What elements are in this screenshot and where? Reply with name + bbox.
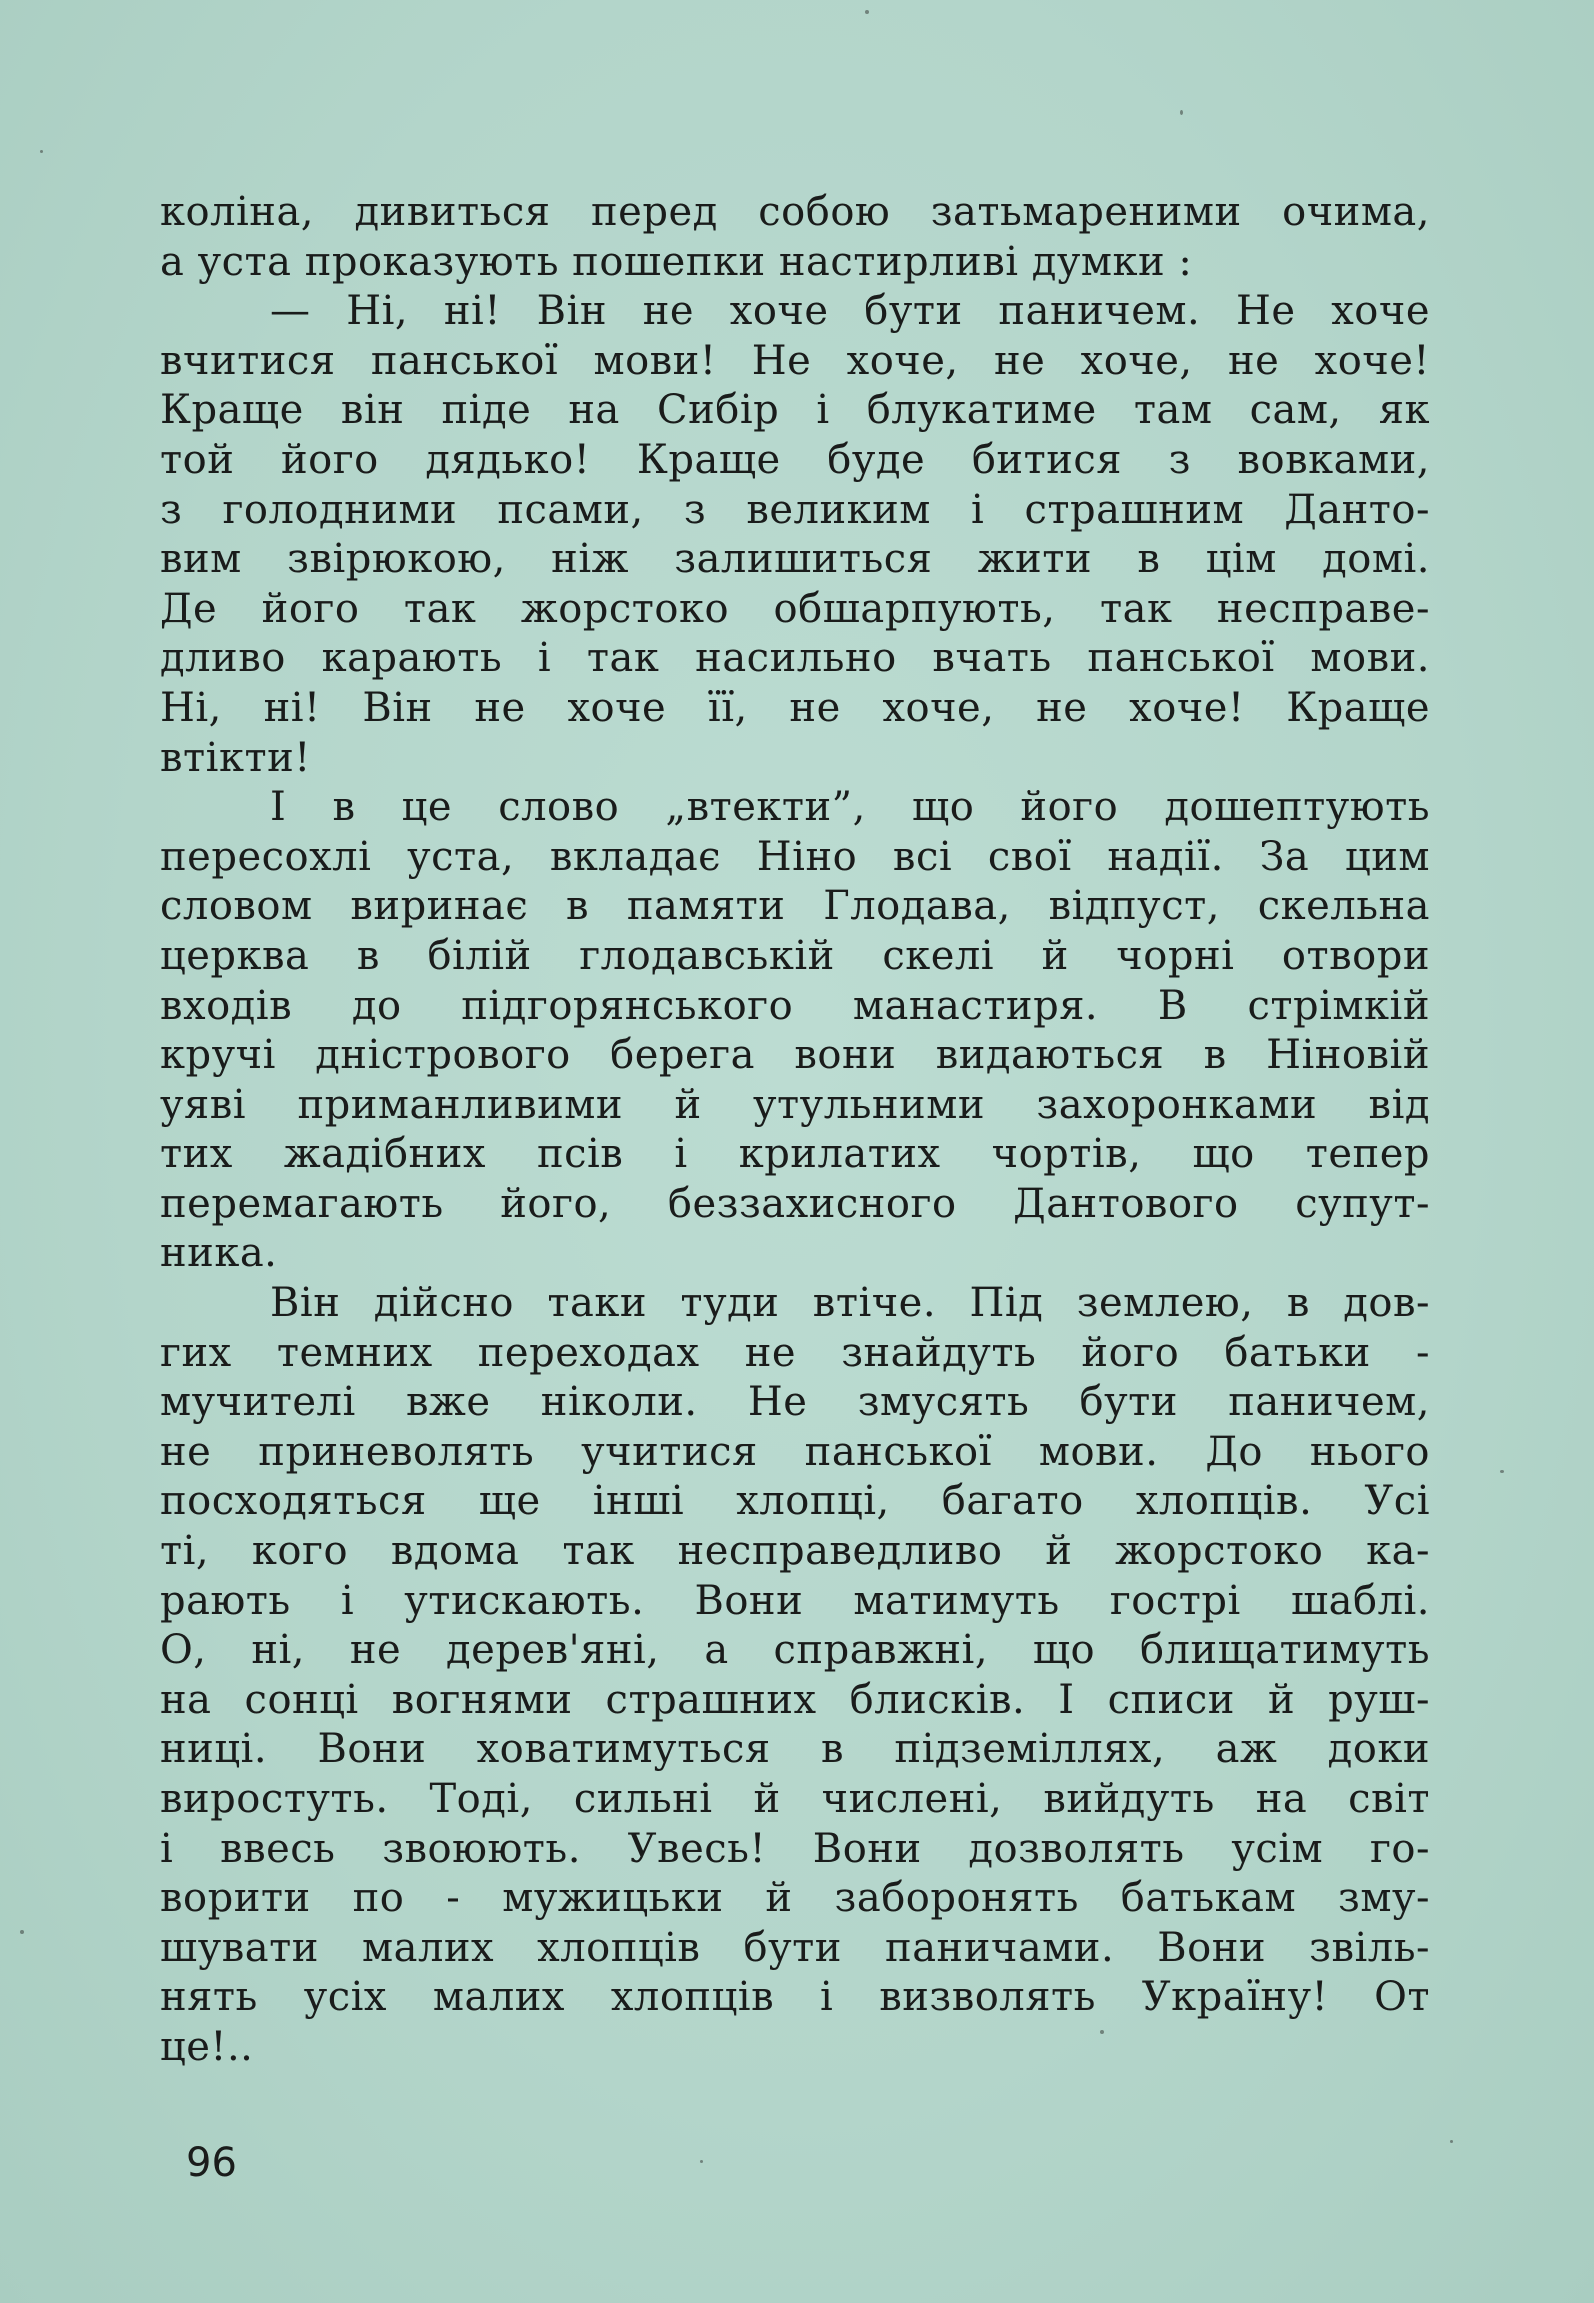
text-line: пересохлі уста, вкладає Ніно всі свої надії. За цим (160, 833, 1430, 880)
text-line: ниці. Вони ховатимуться в підземіллях, аж доки (160, 1726, 1430, 1773)
text-line: перемагають його, беззахисного Дантового супут- (160, 1180, 1430, 1227)
text-line: рають і утискають. Вони матимуть гострі шаблі. (160, 1577, 1430, 1624)
text-line: ворити по - мужицьки й заборонять батькам зму- (160, 1875, 1430, 1922)
text-line: входів до підгорянського манастиря. В стрімкій (160, 982, 1430, 1029)
text-line: той його дядько! Краще буде битися з вовками, (160, 436, 1430, 483)
text-line: О, ні, не дерев'яні, а справжні, що блищатимуть (160, 1627, 1430, 1674)
text-line: виростуть. Тоді, сильні й числені, вийдуть на світ (160, 1776, 1430, 1822)
text-line: кручі дністрового берега вони видаються в Ніновій (160, 1032, 1430, 1079)
text-line: — Ні, ні! Він не хоче бути паничем. Не хоче (270, 288, 1430, 335)
text-line: не приневолять учитися панської мови. До нього (160, 1428, 1430, 1475)
text-line: ника. (160, 1230, 278, 1277)
scan-speck (1500, 1470, 1504, 1473)
text-line: на сонці вогнями страшних блисків. І списи й руш- (160, 1676, 1430, 1723)
text-line: шувати малих хлопців бути паничами. Вони звіль- (160, 1924, 1430, 1971)
text-line: нять усіх малих хлопців і визволять Україну! От (160, 1974, 1430, 2021)
text-line: гих темних переходах не знайдуть його батьки - (160, 1329, 1430, 1376)
text-line: з голодними псами, з великим і страшним Данто- (160, 486, 1430, 533)
text-line: коліна, дивиться перед собою затьмареними очима, (160, 189, 1430, 235)
text-line: вчитися панської мови! Не хоче, не хоче, не хоче! (160, 337, 1430, 384)
text-line: Він дійсно таки туди втіче. Під землею, в дов- (270, 1280, 1430, 1327)
text-line: втікти! (160, 734, 311, 781)
text-line: уяві приманливими й утульними захоронками від (160, 1081, 1430, 1128)
text-line: а уста проказують пошепки настирливі думки : (160, 238, 1193, 285)
scan-speck (40, 150, 43, 153)
scan-speck (1100, 2030, 1104, 2034)
text-line: мучителі вже ніколи. Не змусять бути паничем, (160, 1379, 1430, 1426)
scan-speck (865, 10, 869, 14)
text-line: Ні, ні! Він не хоче її, не хоче, не хоче! Краще (160, 684, 1430, 731)
text-line: вим звірюкою, ніж залишиться жити в цім домі. (160, 536, 1430, 583)
text-line: і ввесь звоюють. Увесь! Вони дозволять усім го- (160, 1825, 1430, 1872)
text-line: І в це слово „втекти”, що його дошептують (270, 784, 1430, 831)
text-line: це!.. (160, 2023, 254, 2070)
text-line: Краще він піде на Сибір і блукатиме там сам, як (160, 387, 1430, 434)
scan-speck (700, 2160, 703, 2163)
body-text (160, 188, 1430, 2073)
text-line: ті, кого вдома так несправедливо й жорстоко ка- (160, 1528, 1430, 1575)
text-line: тих жадібних псів і крилатих чортів, що тепер (160, 1131, 1430, 1178)
text-line: словом виринає в памяти Глодава, відпуст, скельна (160, 883, 1430, 930)
text-line: церква в білій глодавській скелі й чорні отвори (160, 932, 1430, 979)
text-line: дливо карають і так насильно вчать панської мови. (160, 635, 1430, 682)
page-number: 96 (186, 2140, 237, 2186)
scan-speck (20, 1930, 24, 1934)
scan-speck (1450, 2140, 1453, 2143)
text-line: Де його так жорстоко обшарпують, так несправе- (160, 585, 1430, 632)
scan-speck (1180, 110, 1183, 115)
text-line: посходяться ще інші хлопці, багато хлопців. Усі (160, 1478, 1430, 1525)
